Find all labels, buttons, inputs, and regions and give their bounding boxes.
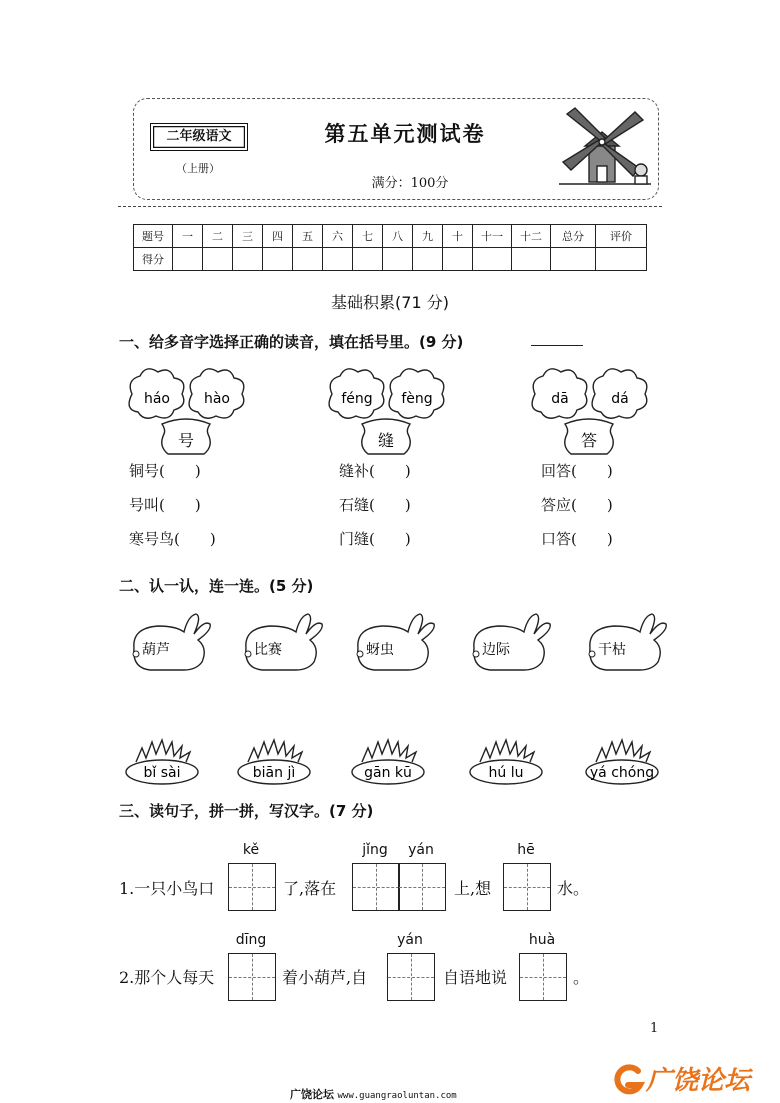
rabbit-word: 边际	[482, 642, 510, 658]
grass-pinyin: hú lu	[488, 765, 524, 781]
rabbit-word: 干枯	[598, 642, 626, 658]
page-number: 1	[650, 1021, 659, 1036]
pinyin-option: dā	[551, 391, 569, 407]
logo-text: 广饶论坛	[646, 1066, 751, 1096]
word-item[interactable]: 号叫( )	[129, 496, 201, 514]
score-cell[interactable]	[443, 248, 473, 271]
char-writing-box[interactable]	[228, 863, 276, 911]
table-cell: 八	[383, 225, 413, 248]
score-cell[interactable]	[293, 248, 323, 271]
pinyin-option: háo	[143, 391, 171, 407]
pinyin-hint: hē	[517, 842, 535, 858]
table-cell: 评价	[596, 225, 647, 248]
word-item[interactable]: 口答( )	[541, 530, 613, 548]
table-cell: 十	[443, 225, 473, 248]
windmill-illustration	[555, 104, 655, 192]
sentence-text: 上,想	[454, 879, 492, 898]
score-cell[interactable]	[263, 248, 293, 271]
score-cell[interactable]	[512, 248, 551, 271]
word-item[interactable]: 门缝( )	[339, 530, 411, 548]
polyphone-group-hao	[122, 366, 247, 458]
sentence-text: 。	[573, 968, 590, 987]
grass-pinyin: gān kū	[364, 765, 412, 781]
footer-site-name: 广饶论坛	[290, 1088, 334, 1101]
grade-label: 二年级语文	[150, 123, 248, 151]
grass-pinyin: biān jì	[252, 765, 296, 781]
pinyin-option: fèng	[401, 391, 433, 407]
sentence-text: 自语地说	[443, 968, 508, 987]
polyphone-char: 答	[580, 431, 598, 450]
rabbit-word: 葫芦	[142, 642, 170, 658]
table-cell: 五	[293, 225, 323, 248]
pinyin-hint: jǐng	[362, 842, 388, 858]
q1-title: 一、给多音字选择正确的读音，填在括号里。(9 分)	[119, 333, 464, 351]
sentence-text: 水。	[557, 879, 590, 898]
volume-label: （上册）	[176, 162, 220, 175]
score-cell[interactable]	[323, 248, 353, 271]
pinyin-hint: dīng	[235, 932, 267, 948]
grass-pinyin: bǐ sài	[143, 765, 181, 781]
sentence-text: 1.一只小鸟口	[119, 879, 215, 898]
grass-pinyin: yá chóng	[589, 765, 655, 781]
table-cell: 九	[413, 225, 443, 248]
score-cell[interactable]	[353, 248, 383, 271]
char-writing-box[interactable]	[503, 863, 551, 911]
pinyin-hint: yán	[397, 932, 423, 948]
word-item[interactable]: 寒号鸟( )	[129, 530, 216, 548]
answer-underline[interactable]	[531, 345, 583, 346]
char-writing-box[interactable]	[387, 953, 435, 1001]
score-cell[interactable]	[596, 248, 647, 271]
q2-title: 二、认一认，连一连。(5 分)	[119, 577, 314, 595]
sentence-text: 着小葫芦,自	[282, 968, 368, 987]
table-cell: 得分	[134, 248, 173, 271]
word-item[interactable]: 回答( )	[541, 462, 613, 480]
sentence-text: 了,落在	[283, 879, 337, 898]
table-cell: 六	[323, 225, 353, 248]
pinyin-hint: huà	[528, 932, 556, 948]
score-cell[interactable]	[173, 248, 203, 271]
sentence-text: 2.那个人每天	[119, 968, 215, 987]
word-item[interactable]: 铜号( )	[129, 462, 201, 480]
score-table	[133, 224, 647, 271]
footer-site-url[interactable]: www.guangraoluntan.com	[337, 1091, 457, 1101]
score-cell[interactable]	[383, 248, 413, 271]
polyphone-group-da	[525, 366, 650, 458]
word-item[interactable]: 石缝( )	[339, 496, 411, 514]
table-cell: 四	[263, 225, 293, 248]
score-cell[interactable]	[473, 248, 512, 271]
char-writing-box[interactable]	[398, 863, 446, 911]
divider	[118, 206, 662, 207]
score-cell[interactable]	[203, 248, 233, 271]
polyphone-char: 缝	[377, 431, 395, 450]
matching-area	[118, 610, 678, 785]
char-writing-box[interactable]	[519, 953, 567, 1001]
polyphone-char: 号	[177, 431, 195, 450]
table-cell: 题号	[134, 225, 173, 248]
rabbit-word: 比赛	[254, 642, 282, 658]
pinyin-option: dá	[611, 391, 629, 407]
score-cell[interactable]	[413, 248, 443, 271]
char-writing-box[interactable]	[352, 863, 400, 911]
table-cell: 十二	[512, 225, 551, 248]
table-cell: 三	[233, 225, 263, 248]
table-cell: 十一	[473, 225, 512, 248]
footer-logo	[610, 1060, 750, 1097]
q3-title: 三、读句子，拼一拼，写汉字。(7 分)	[119, 802, 374, 820]
table-cell: 总分	[551, 225, 596, 248]
polyphone-group-feng	[322, 366, 447, 458]
word-item[interactable]: 答应( )	[541, 496, 613, 514]
rabbit-word: 蚜虫	[366, 642, 394, 658]
word-item[interactable]: 缝补( )	[339, 462, 411, 480]
score-cell[interactable]	[551, 248, 596, 271]
footer-site	[290, 1086, 457, 1102]
logo-g-icon	[610, 1063, 646, 1095]
pinyin-hint: yán	[408, 842, 434, 858]
table-cell: 七	[353, 225, 383, 248]
pinyin-option: hào	[203, 391, 231, 407]
pinyin-hint: kě	[242, 842, 260, 858]
table-cell: 二	[203, 225, 233, 248]
section-heading: 基础积累(71 分)	[331, 293, 449, 312]
char-writing-box[interactable]	[228, 953, 276, 1001]
table-cell: 一	[173, 225, 203, 248]
pinyin-option: féng	[341, 391, 373, 407]
page-title: 第五单元测试卷	[324, 122, 486, 146]
full-score: 满分：100分	[371, 176, 449, 191]
score-table-row	[134, 248, 647, 271]
score-cell[interactable]	[233, 248, 263, 271]
score-table-row	[134, 225, 647, 248]
